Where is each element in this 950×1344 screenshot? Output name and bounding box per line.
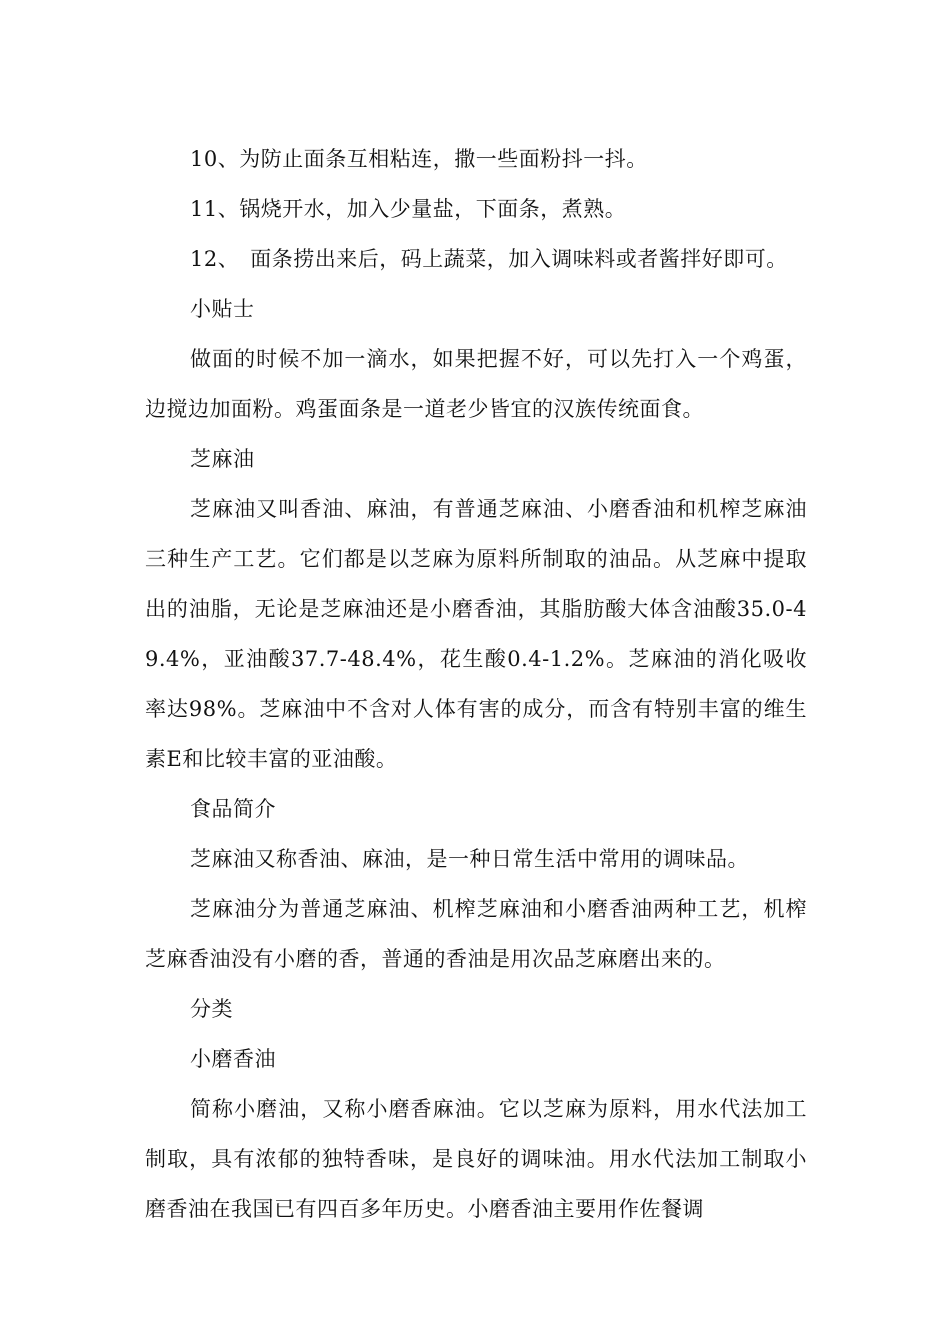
classification-heading: 分类: [190, 997, 233, 1021]
food-intro-heading: 食品简介: [190, 797, 276, 821]
food-intro-paragraph-1: 芝麻油又称香油、麻油，是一种日常生活中常用的调味品。: [190, 847, 749, 871]
sesame-oil-paragraph: 芝麻油又叫香油、麻油，有普通芝麻油、小磨香油和机榨芝麻油三种生产工艺。它们都是以芝麻为原料所制取的油品。从芝麻中提取出的油脂，无论是芝麻油还是小磨香油，其脂肪酸大体含油酸35.0-49.4%，亚油酸37.7-48.4%，花生酸0.4-1.2%。芝麻油的消化吸收率达98%。芝麻油中不含对人体有害的成分，而含有特别丰富的维生素E和比较丰富的亚油酸。: [145, 497, 807, 771]
food-intro-paragraph-2: 芝麻油分为普通芝麻油、机榨芝麻油和小磨香油两种工艺，机榨芝麻香油没有小磨的香，普通的香油是用次品芝麻磨出来的。: [145, 897, 807, 971]
step-11-paragraph: 11、锅烧开水，加入少量盐，下面条，煮熟。: [190, 197, 627, 221]
tips-paragraph: 做面的时候不加一滴水，如果把握不好，可以先打入一个鸡蛋，边搅边加面粉。鸡蛋面条是一道老少皆宜的汉族传统面食。: [145, 347, 807, 421]
step-12-paragraph: 12、 面条捞出来后，码上蔬菜，加入调味料或者酱拌好即可。: [190, 247, 788, 271]
tips-heading: 小贴士: [190, 297, 255, 321]
sesame-oil-heading: 芝麻油: [190, 447, 255, 471]
document-body: [145, 134, 807, 1234]
xiaomo-oil-heading: 小磨香油: [190, 1047, 276, 1071]
xiaomo-oil-paragraph: 简称小磨油，又称小磨香麻油。它以芝麻为原料，用水代法加工制取，具有浓郁的独特香味，是良好的调味油。用水代法加工制取小磨香油在我国已有四百多年历史。小磨香油主要用作佐餐调: [145, 1097, 807, 1221]
step-10-paragraph: 10、为防止面条互相粘连，撒一些面粉抖一抖。: [190, 147, 648, 171]
